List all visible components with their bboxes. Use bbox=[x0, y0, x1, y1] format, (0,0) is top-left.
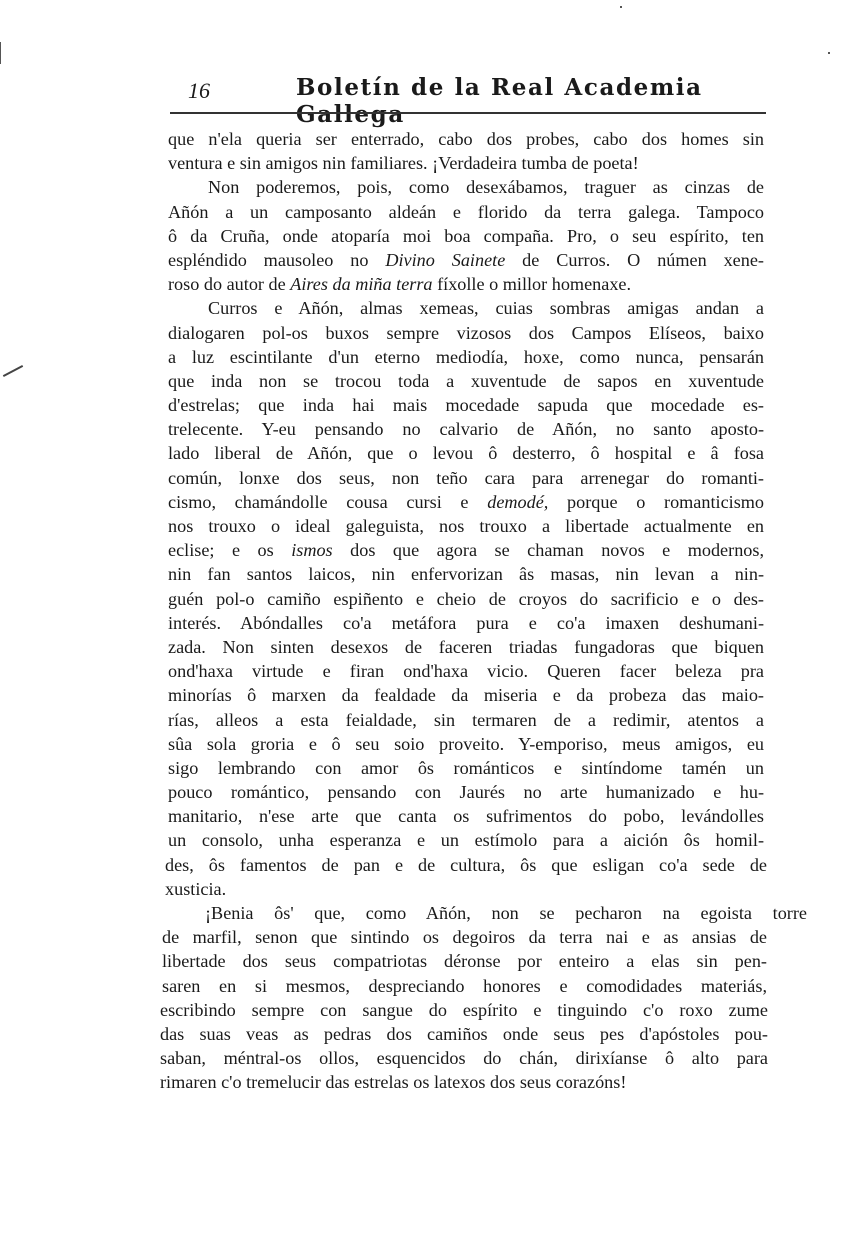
text-line: sigo lembrando con amor ôs románticos e sintíndome tamén un bbox=[168, 757, 764, 778]
margin-mark bbox=[3, 365, 23, 377]
text-line: saban, méntral-os ollos, esquencidos do chán, dirixíanse ô alto para bbox=[160, 1048, 768, 1069]
text-line: espléndido mausoleo no Divino Sainete de Curros. O númen xene- bbox=[168, 249, 764, 270]
text-line: rimaren c'o tremelucir das estrelas os latexos dos seus corazóns! bbox=[160, 1072, 627, 1093]
text-line: nin fan santos laicos, nin enfervorizan âs masas, nin levan a nin- bbox=[168, 564, 764, 585]
text-line: que inda non se trocou toda a xuventude de sapos en xuventude bbox=[168, 370, 764, 391]
text-line: cismo, chamándolle cousa cursi e demodé, porque o romanticismo bbox=[168, 491, 764, 512]
page-number: 16 bbox=[188, 78, 210, 103]
text-line: lado liberal de Añón, que o levou ô desterro, ô hospital e â fosa bbox=[168, 443, 764, 464]
work-title: Aires da miña terra bbox=[290, 274, 433, 295]
paragraph-start-line: Non poderemos, pois, como desexábamos, traguer as cinzas de bbox=[208, 177, 764, 198]
text-line: libertade dos seus compatriotas déronse por enteiro a elas sin pen- bbox=[162, 951, 767, 972]
text-line: guén pol-o camiño espiñento e cheio de croyos do sacrificio e o des- bbox=[168, 588, 764, 609]
text-line: das suas veas as pedras dos camiños onde seus pes d'apóstoles pou- bbox=[160, 1023, 768, 1044]
foreign-word: demodé, bbox=[487, 491, 549, 512]
scan-edge-mark bbox=[0, 42, 1, 64]
running-title: Boletín de la Real Academia Gallega bbox=[296, 74, 703, 128]
text-line: sûa sola groria e ô seu soio proveito. Y-emporiso, meus amigos, eu bbox=[168, 733, 764, 754]
text-line: trelecente. Y-eu pensando no calvario de Añón, no santo aposto- bbox=[168, 419, 764, 440]
paragraph-start-line: Curros e Añón, almas xemeas, cuias sombras amigas andan a bbox=[208, 298, 764, 319]
text-line: eclise; e os ismos dos que agora se chaman novos e modernos, bbox=[168, 540, 764, 561]
text-line: que n'ela queria ser enterrado, cabo dos probes, cabo dos homes sin bbox=[168, 129, 764, 149]
text-line: a luz escintilante d'un eterno mediodía, hoxe, como nunca, pensarán bbox=[168, 346, 764, 367]
text-line: rías, alleos a esta feialdade, sin termaren de a redimir, atentos a bbox=[168, 709, 764, 730]
text-line: interés. Abóndalles co'a metáfora pura e co'a imaxen deshumani- bbox=[168, 612, 764, 633]
text-line: roso do autor de Aires da miña terra fíxolle o millor homenaxe. bbox=[168, 274, 632, 295]
text-line: escribindo sempre con sangue do espírito e tinguindo c'o roxo zume bbox=[160, 999, 768, 1020]
text-line: un consolo, unha esperanza e un estímolo para a aición ôs homil- bbox=[168, 830, 764, 851]
text-line: d'estrelas; que inda hai mais mocedade sapuda que mocedade es- bbox=[168, 395, 764, 416]
text-line: manitario, n'ese arte que canta os sufrimentos do pobo, levándolles bbox=[168, 806, 764, 827]
text-line: zada. Non sinten desexos de faceren triadas fungadoras que biquen bbox=[168, 636, 764, 657]
body-text bbox=[160, 127, 807, 1095]
text-line: saren en si mesmos, despreciando honores e comodidades materiás, bbox=[162, 975, 767, 996]
work-title: Divino Sainete bbox=[385, 249, 506, 270]
page-header bbox=[188, 74, 768, 128]
text-line: Añón a un camposanto aldeán e florido da terra galega. Tampoco bbox=[168, 201, 764, 222]
text-line: xusticia. bbox=[165, 878, 227, 899]
text-line: minorías ô marxen da fealdade da miseria e da probeza das maio- bbox=[168, 685, 764, 706]
scan-dot bbox=[620, 6, 622, 8]
text-line: de marfil, senon que sintindo os degoiros da terra nai e as ansias de bbox=[162, 927, 767, 948]
text-line: ventura e sin amigos nin familiares. ¡Verdadeira tumba de poeta! bbox=[168, 153, 639, 174]
text-line: dialogaren pol-os buxos sempre vizosos dos Campos Elíseos, baixo bbox=[168, 322, 764, 343]
text-line: pouco romántico, pensando con Jaurés no arte humanizado e hu- bbox=[168, 782, 764, 803]
text-line: ô da Cruña, onde atoparía moi boa compaña. Pro, o seu espírito, ten bbox=[168, 225, 764, 246]
text-line: común, lonxe dos seus, non teño cara para arrenegar do romanti- bbox=[168, 467, 764, 488]
scan-dot bbox=[828, 52, 830, 54]
text-line: des, ôs famentos de pan e de cultura, ôs que esligan co'a sede de bbox=[165, 854, 767, 875]
paragraph-start-line: ¡Benia ôs' que, como Añón, non se pecharon na egoista torre bbox=[205, 903, 807, 923]
text-line: ond'haxa virtude e firan ond'haxa vicio. Queren facer beleza pra bbox=[168, 661, 764, 682]
header-rule bbox=[170, 112, 766, 114]
emphasis-word: ismos bbox=[291, 540, 333, 561]
text-line: nos trouxo o ideal galeguista, nos trouxo a libertade actualmente en bbox=[168, 516, 764, 536]
